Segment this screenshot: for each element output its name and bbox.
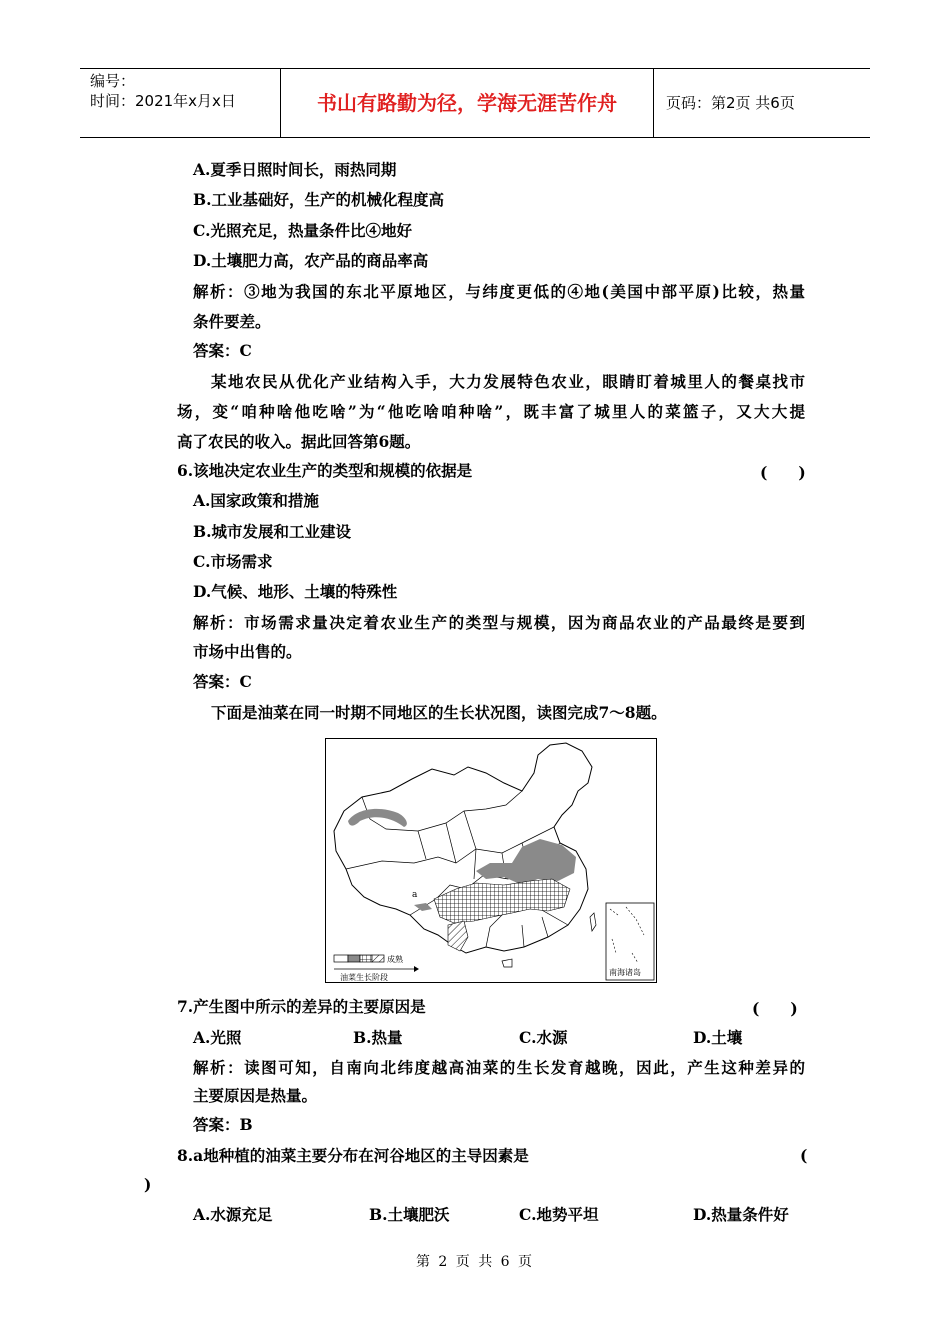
q7-stem: 7.产生图中所示的差异的主要原因是 — [177, 997, 426, 1016]
legend-mature: 成熟 — [387, 955, 403, 964]
q6-option-a: A.国家政策和措施 — [193, 491, 319, 510]
q7-option-d: D.土壤 — [693, 1028, 743, 1047]
header-meta — [80, 69, 281, 137]
q8-stem: 8.a地种植的油菜主要分布在河谷地区的主导因素是 — [177, 1146, 529, 1165]
q7-answer: 答案：B — [193, 1115, 253, 1134]
header-page-info: 页码：第2页 共6页 — [666, 94, 795, 112]
q7-option-c: C.水源 — [519, 1028, 568, 1047]
q6-explain-line2: 市场中出售的。 — [193, 642, 302, 661]
q5-option-b: B.工业基础好，生产的机械化程度高 — [193, 190, 444, 209]
rapeseed-map-figure — [325, 738, 657, 983]
figure-intro: 下面是油菜在同一时期不同地区的生长状况图，读图完成7～8题。 — [211, 703, 667, 722]
q8-paren-close: ) — [144, 1175, 152, 1194]
china-map-illustration — [326, 739, 656, 982]
q5-explain-line2: 条件要差。 — [193, 312, 271, 331]
q5-option-a: A.夏季日照时间长，雨热同期 — [193, 160, 397, 179]
q5-option-c: C.光照充足，热量条件比④地好 — [193, 221, 412, 240]
q6-answer-paren: ( ) — [760, 463, 806, 482]
q8-paren-open: ( — [800, 1146, 808, 1165]
passage-line3: 高了农民的收入。据此回答第6题。 — [177, 432, 421, 451]
header-motto: 书山有路勤为径，学海无涯苦作舟 — [281, 69, 654, 137]
passage-line1: 某地农民从优化产业结构入手，大力发展特色农业，眼睛盯着城里人的餐桌找市 — [211, 372, 805, 391]
q6-answer: 答案：C — [193, 672, 252, 691]
code-label: 编号： — [90, 72, 136, 90]
q7-option-b: B.热量 — [353, 1028, 403, 1047]
q7-answer-paren: ( ) — [752, 999, 798, 1018]
inset-label: 南海诸岛 — [609, 968, 641, 977]
date-label: 时间：2021年x月x日 — [90, 92, 236, 110]
page-footer: 第 2 页 共 6 页 — [415, 1254, 535, 1270]
q6-stem: 6.该地决定农业生产的类型和规模的依据是 — [177, 461, 473, 480]
q6-option-d: D.气候、地形、土壤的特殊性 — [193, 582, 398, 601]
q5-explain-line1: 解析：③地为我国的东北平原地区，与纬度更低的④地(美国中部平原)比较，热量 — [193, 282, 805, 301]
q6-option-b: B.城市发展和工业建设 — [193, 522, 351, 541]
q5-option-d: D.土壤肥力高，农产品的商品率高 — [193, 251, 429, 270]
q8-option-d: D.热量条件好 — [693, 1205, 789, 1224]
map-legend — [334, 954, 419, 982]
q5-answer: 答案：C — [193, 341, 252, 360]
q6-explain-line1: 解析：市场需求量决定着农业生产的类型与规模，因为商品农业的产品最终是要到 — [193, 613, 805, 632]
page-header — [80, 68, 870, 138]
q8-option-a: A.水源充足 — [193, 1205, 273, 1224]
q7-explain-line1: 解析：读图可知，自南向北纬度越高油菜的生长发育越晚，因此，产生这种差异的 — [193, 1058, 805, 1077]
legend-stage: 油菜生长阶段 — [340, 973, 388, 982]
q7-option-a: A.光照 — [193, 1028, 242, 1047]
map-label-a: a — [412, 890, 418, 900]
q7-explain-line2: 主要原因是热量。 — [193, 1086, 318, 1105]
q8-option-c: C.地势平坦 — [519, 1205, 599, 1224]
q8-option-b: B.土壤肥沃 — [369, 1205, 450, 1224]
passage-line2: 场，变“咱种啥他吃啥”为“他吃啥咱种啥”，既丰富了城里人的菜篮子，又大大提 — [177, 402, 805, 421]
q6-option-c: C.市场需求 — [193, 552, 273, 571]
